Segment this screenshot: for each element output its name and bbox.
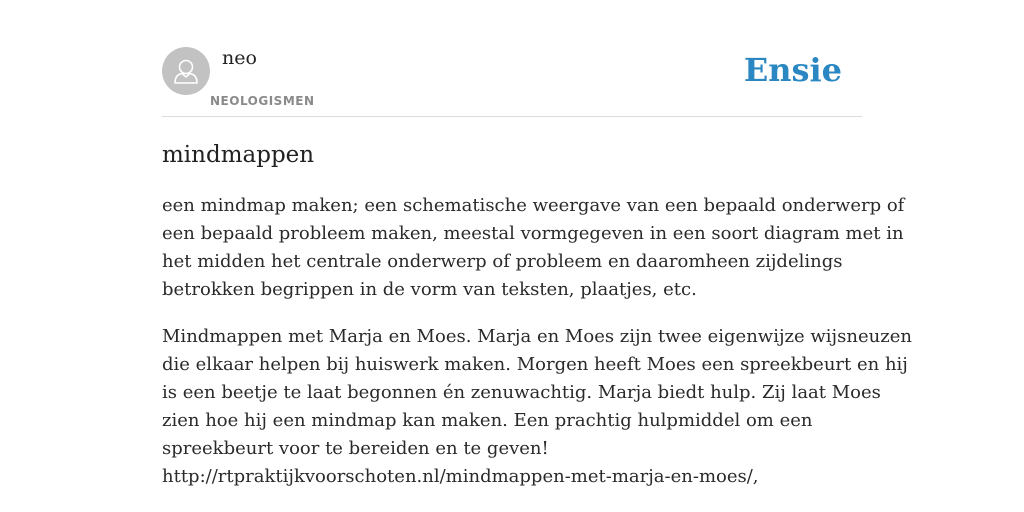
definition-line: een mindmap maken; een schematische weergave van een bepaald onderwerp of [162,195,905,216]
avatar[interactable] [162,47,210,95]
example-line: die elkaar helpen bij huiswerk maken. Morgen heeft Moes een spreekbeurt en hij [162,354,908,375]
example-source-link[interactable]: http://rtpraktijkvoorschoten.nl/mindmappen-met-marja-en-moes/, [162,466,759,487]
example-text [162,323,912,491]
example-line: spreekbeurt voor te bereiden en te geven! [162,438,549,459]
user-silhouette-icon [162,47,210,95]
definition-text [162,192,905,304]
example-line: zien hoe hij een mindmap kan maken. Een prachtig hulpmiddel om een [162,410,813,431]
definition-line: betrokken begrippen in de vorm van teksten, plaatjes, etc. [162,279,697,300]
category-tag[interactable]: NEOLOGISMEN [210,94,315,108]
page-title: mindmappen [162,142,315,168]
ensie-logo[interactable]: Ensie [743,51,842,89]
definition-line: een bepaald probleem maken, meestal vormgegeven in een soort diagram met in [162,223,904,244]
example-line: is een beetje te laat begonnen én zenuwachtig. Marja biedt hulp. Zij laat Moes [162,382,881,403]
definition-line: het midden het centrale onderwerp of probleem en daaromheen zijdelings [162,251,843,272]
author-name[interactable]: neo [222,47,257,69]
example-line: Mindmappen met Marja en Moes. Marja en Moes zijn twee eigenwijze wijsneuzen [162,326,912,347]
header [162,0,862,117]
